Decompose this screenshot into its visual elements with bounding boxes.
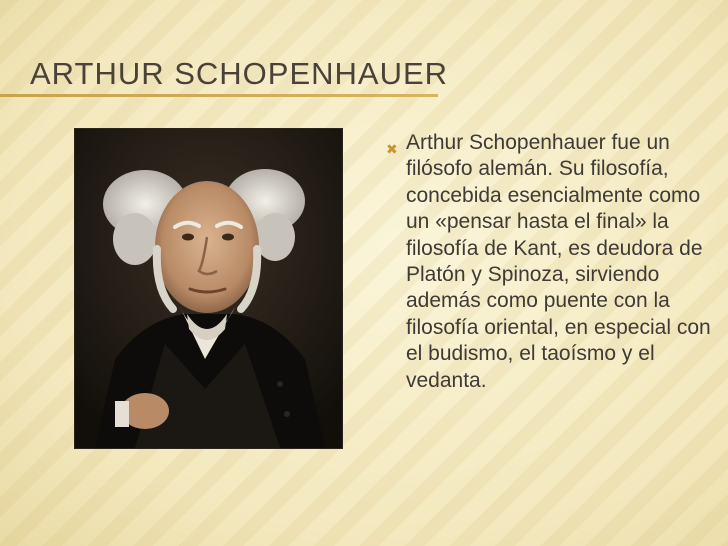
portrait-illustration [75,129,342,448]
slide-title: ARTHUR SCHOPENHAUER [30,56,449,91]
cross-bullet-icon: ✖ [386,142,398,158]
title-underline [0,94,438,97]
portrait-photo [74,128,343,449]
body-paragraph: Arthur Schopenhauer fue un filósofo alemán. Su filosofía, concebida esencialmente como un «pensar hasta el final» la filosofía de Kant, es deudora de Platón y Spinoza, sirviendo además como puente con la filosofía oriental, en especial con el budismo, el taoísmo y el vedanta. [406,131,711,392]
